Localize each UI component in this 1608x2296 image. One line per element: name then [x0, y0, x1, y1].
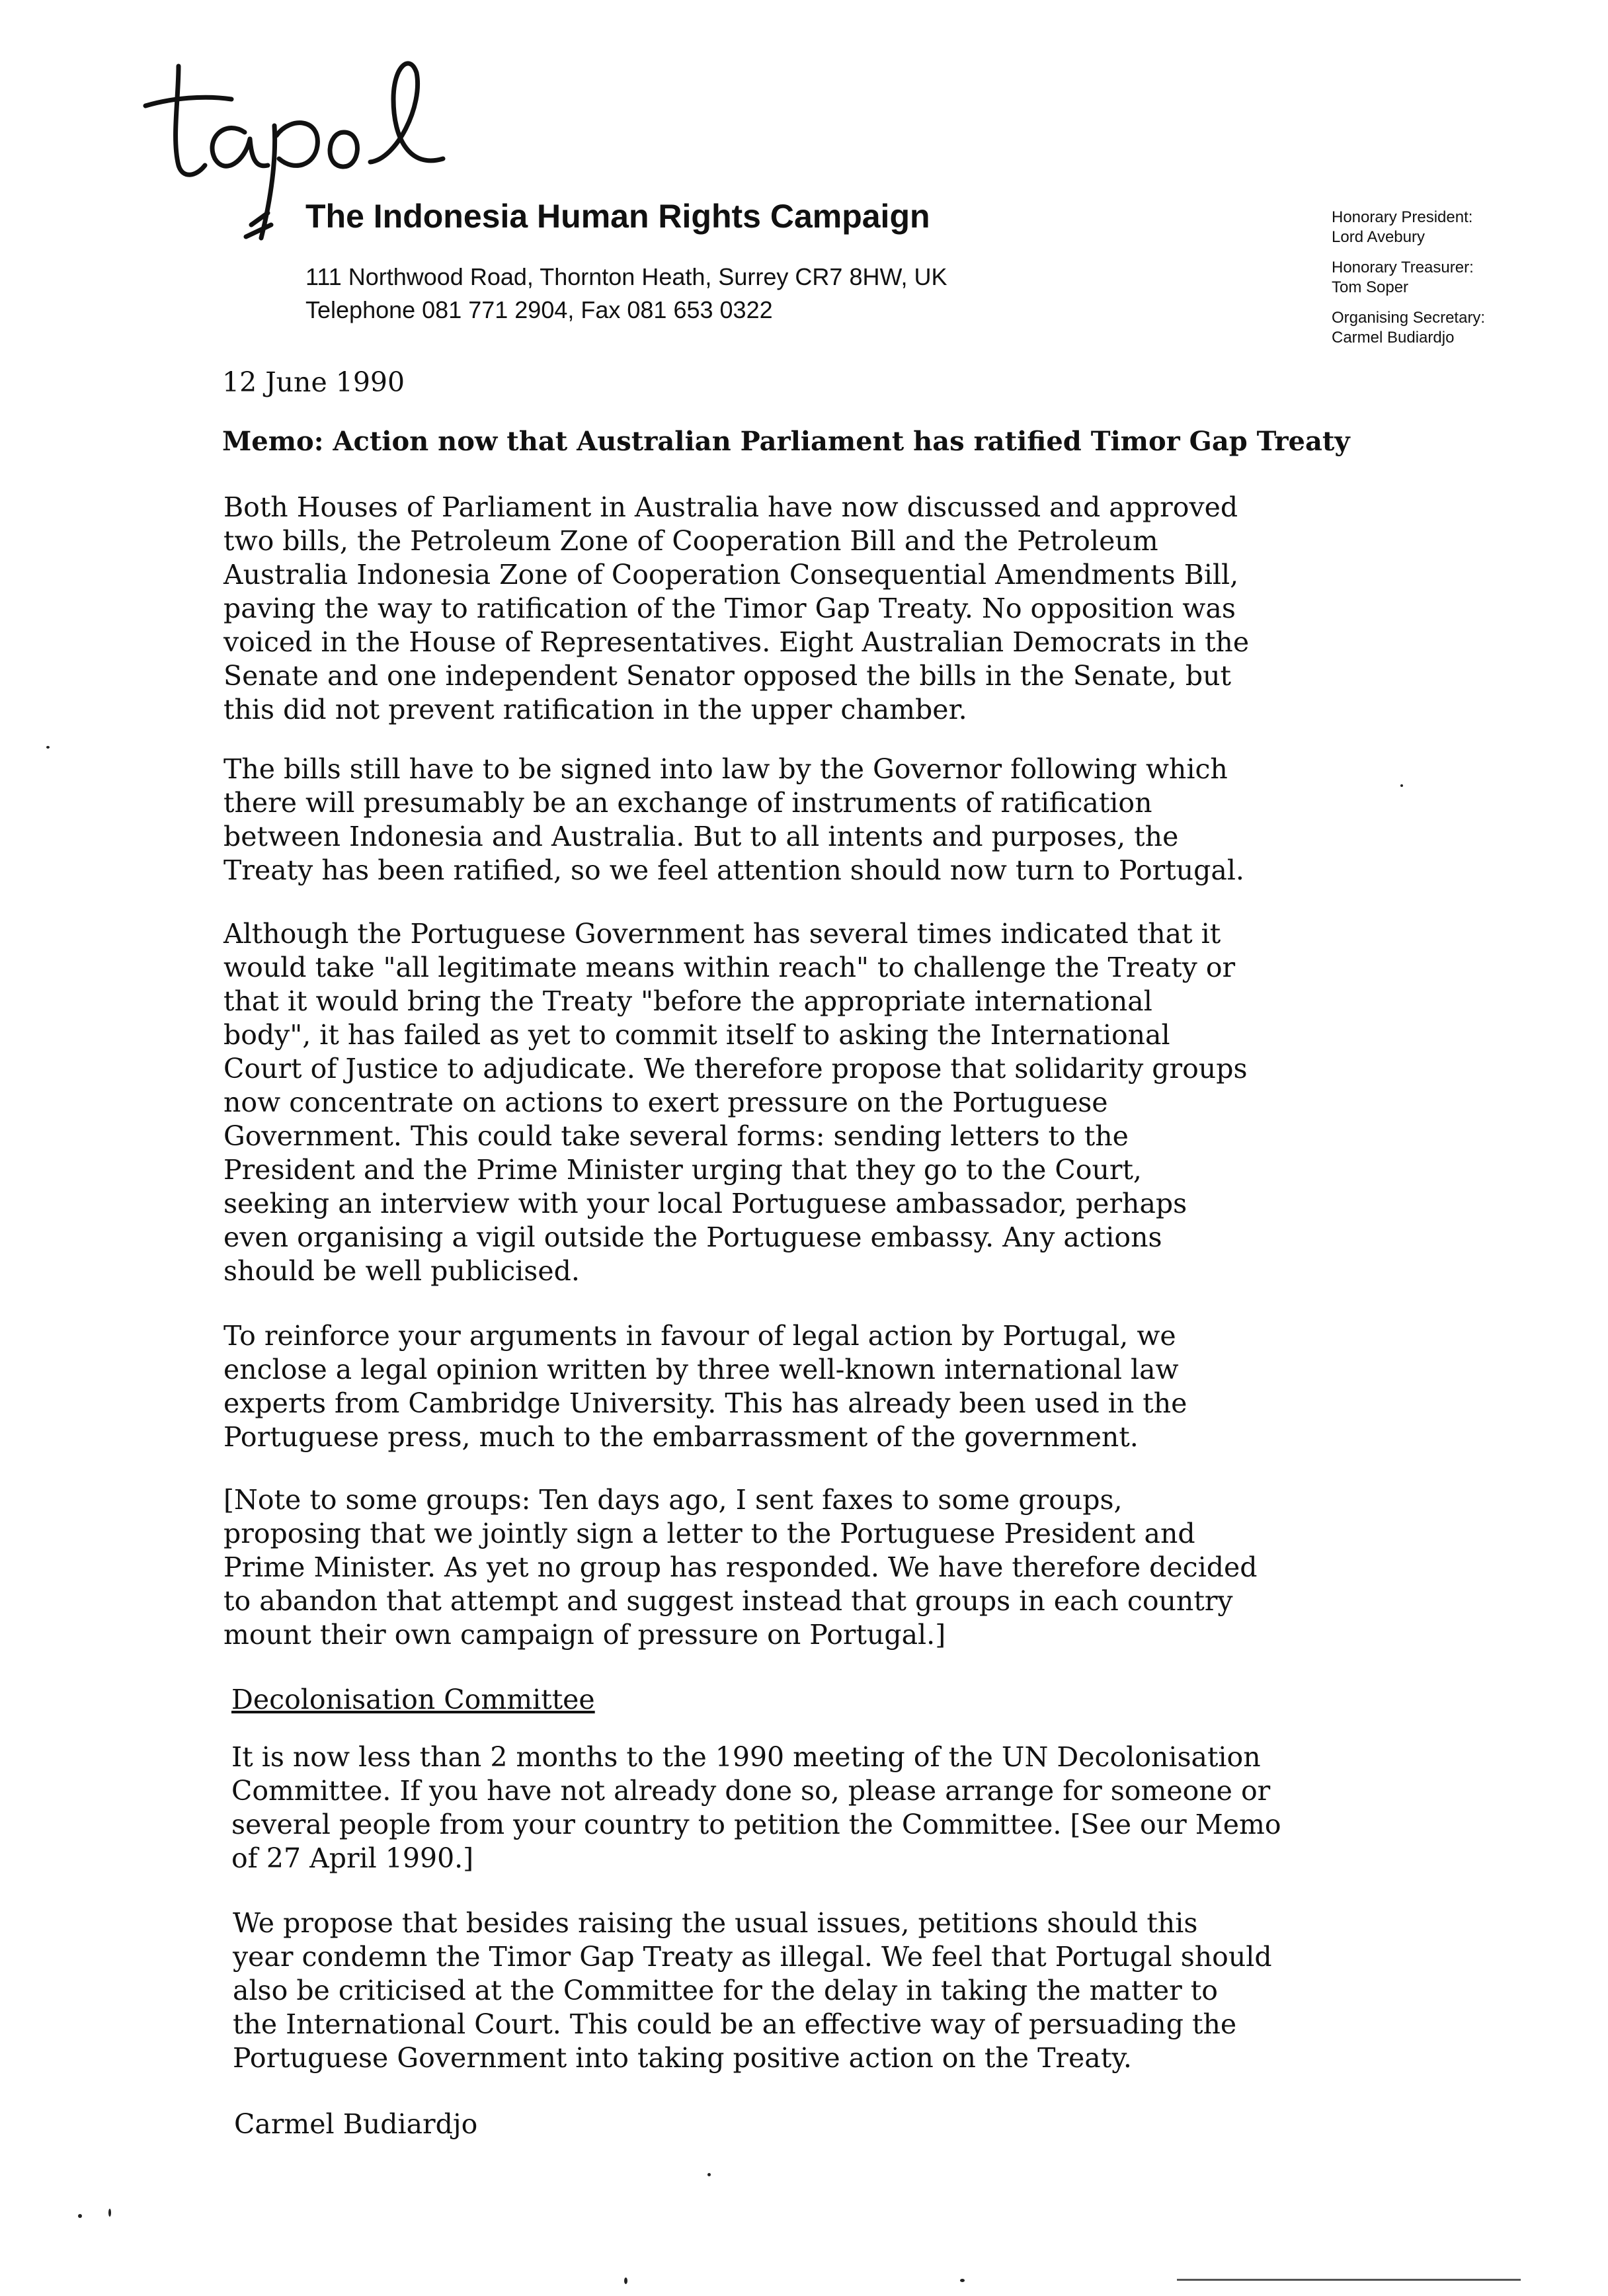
officer-treasurer — [1332, 258, 1596, 298]
address: 111 Northwood Road, Thornton Heath, Surrey CR7 8HW, UK — [305, 263, 947, 290]
text-line: even organising a vigil outside the Portuguese embassy. Any actions — [223, 1221, 1162, 1253]
text-line: Both Houses of Parliament in Australia have now discussed and approved — [223, 491, 1238, 523]
text-line: seeking an interview with your local Portuguese ambassador, perhaps — [223, 1188, 1187, 1219]
text-line: Treaty has been ratified, so we feel attention should now turn to Portugal. — [223, 854, 1244, 886]
text-line: several people from your country to petition the Committee. [See our Memo — [231, 1809, 1281, 1840]
text-line: this did not prevent ratification in the upper chamber. — [223, 694, 967, 725]
text-line: paving the way to ratification of the Timor Gap Treaty. No opposition was — [223, 593, 1236, 624]
paragraph-decolonisation — [231, 1741, 1281, 1875]
scan-speck — [624, 2277, 627, 2284]
text-line: should be well publicised. — [223, 1255, 580, 1287]
text-line: Portuguese Government into taking positive action on the Treaty. — [233, 2042, 1132, 2074]
text-line: would take "all legitimate means within reach" to challenge the Treaty or — [223, 952, 1236, 983]
phone-fax: Telephone 081 771 2904, Fax 081 653 0322 — [305, 296, 773, 323]
text-line: to abandon that attempt and suggest instead that groups in each country — [223, 1585, 1233, 1617]
text-line: [Note to some groups: Ten days ago, I sent faxes to some groups, — [223, 1484, 1123, 1516]
officer-role: Honorary Treasurer: — [1332, 259, 1474, 276]
text-line: the International Court. This could be an effective way of persuading the — [233, 2008, 1237, 2040]
officer-role: Organising Secretary: — [1332, 309, 1486, 327]
text-line: It is now less than 2 months to the 1990 meeting of the UN Decolonisation — [231, 1741, 1261, 1773]
officer-president — [1332, 208, 1596, 247]
text-line: now concentrate on actions to exert pressure on the Portuguese — [223, 1086, 1108, 1118]
scan-speck — [960, 2279, 965, 2282]
text-line: Australia Indonesia Zone of Cooperation Consequential Amendments Bill, — [223, 559, 1239, 591]
officer-name: Tom Soper — [1332, 278, 1409, 296]
text-line: To reinforce your arguments in favour of legal action by Portugal, we — [223, 1320, 1176, 1352]
text-line: enclose a legal opinion written by three well-known international law — [223, 1354, 1179, 1385]
memo-date: 12 June 1990 — [222, 366, 405, 398]
text-line: The bills still have to be signed into law by the Governor following which — [223, 753, 1228, 785]
text-line: Committee. If you have not already done so, please arrange for someone or — [231, 1775, 1271, 1807]
text-line: President and the Prime Minister urging that they go to the Court, — [223, 1154, 1142, 1186]
text-line: proposing that we jointly sign a letter to the Portuguese President and — [223, 1518, 1195, 1549]
paragraph-governor — [223, 753, 1244, 887]
paragraph-ratification — [223, 491, 1249, 727]
text-line: Senate and one independent Senator opposed the bills in the Senate, but — [223, 660, 1231, 692]
scan-speck — [108, 2209, 111, 2217]
text-line: Government. This could take several forms: sending letters to the — [223, 1120, 1129, 1152]
text-line: two bills, the Petroleum Zone of Cooperation Bill and the Petroleum — [223, 525, 1158, 557]
paragraph-portugal — [223, 917, 1248, 1288]
text-line: there will presumably be an exchange of instruments of ratification — [223, 787, 1152, 819]
paragraph-legal-opinion — [223, 1319, 1187, 1454]
scan-speck — [46, 746, 50, 749]
paragraph-petitions — [233, 1906, 1272, 2075]
memo-title: Memo: Action now that Australian Parliament has ratified Timor Gap Treaty — [222, 426, 1350, 457]
officer-name: Lord Avebury — [1332, 228, 1425, 246]
text-line: We propose that besides raising the usual issues, petitions should this — [233, 1907, 1198, 1939]
officers-list — [1332, 208, 1596, 358]
scan-speck — [78, 2214, 82, 2218]
text-line: Portuguese press, much to the embarrassment of the government. — [223, 1421, 1139, 1453]
text-line: experts from Cambridge University. This has already been used in the — [223, 1387, 1187, 1419]
text-line: Although the Portuguese Government has several times indicated that it — [223, 918, 1221, 950]
text-line: between Indonesia and Australia. But to all intents and purposes, the — [223, 821, 1179, 852]
org-name: The Indonesia Human Rights Campaign — [305, 198, 930, 235]
text-line: also be criticised at the Committee for the delay in taking the matter to — [233, 1975, 1218, 2006]
section-heading: Decolonisation Committee — [231, 1684, 595, 1715]
paragraph-note — [223, 1483, 1257, 1652]
signature-name: Carmel Budiardjo — [234, 2108, 478, 2140]
scan-speck — [707, 2173, 711, 2176]
text-line: year condemn the Timor Gap Treaty as illegal. We feel that Portugal should — [233, 1941, 1272, 1973]
text-line: mount their own campaign of pressure on Portugal.] — [223, 1619, 946, 1651]
text-line: of 27 April 1990.] — [231, 1842, 474, 1874]
text-line: Court of Justice to adjudicate. We therefore propose that solidarity groups — [223, 1053, 1248, 1085]
text-line: Prime Minister. As yet no group has responded. We have therefore decided — [223, 1551, 1258, 1583]
text-line: that it would bring the Treaty "before the appropriate international — [223, 985, 1152, 1017]
officer-secretary — [1332, 308, 1596, 348]
scan-edge-line — [1177, 2279, 1521, 2281]
text-line: body", it has failed as yet to commit itself to asking the International — [223, 1019, 1170, 1051]
officer-name: Carmel Budiardjo — [1332, 329, 1455, 347]
officer-role: Honorary President: — [1332, 208, 1473, 226]
scan-speck — [1400, 784, 1403, 787]
text-line: voiced in the House of Representatives. Eight Australian Democrats in the — [223, 626, 1250, 658]
